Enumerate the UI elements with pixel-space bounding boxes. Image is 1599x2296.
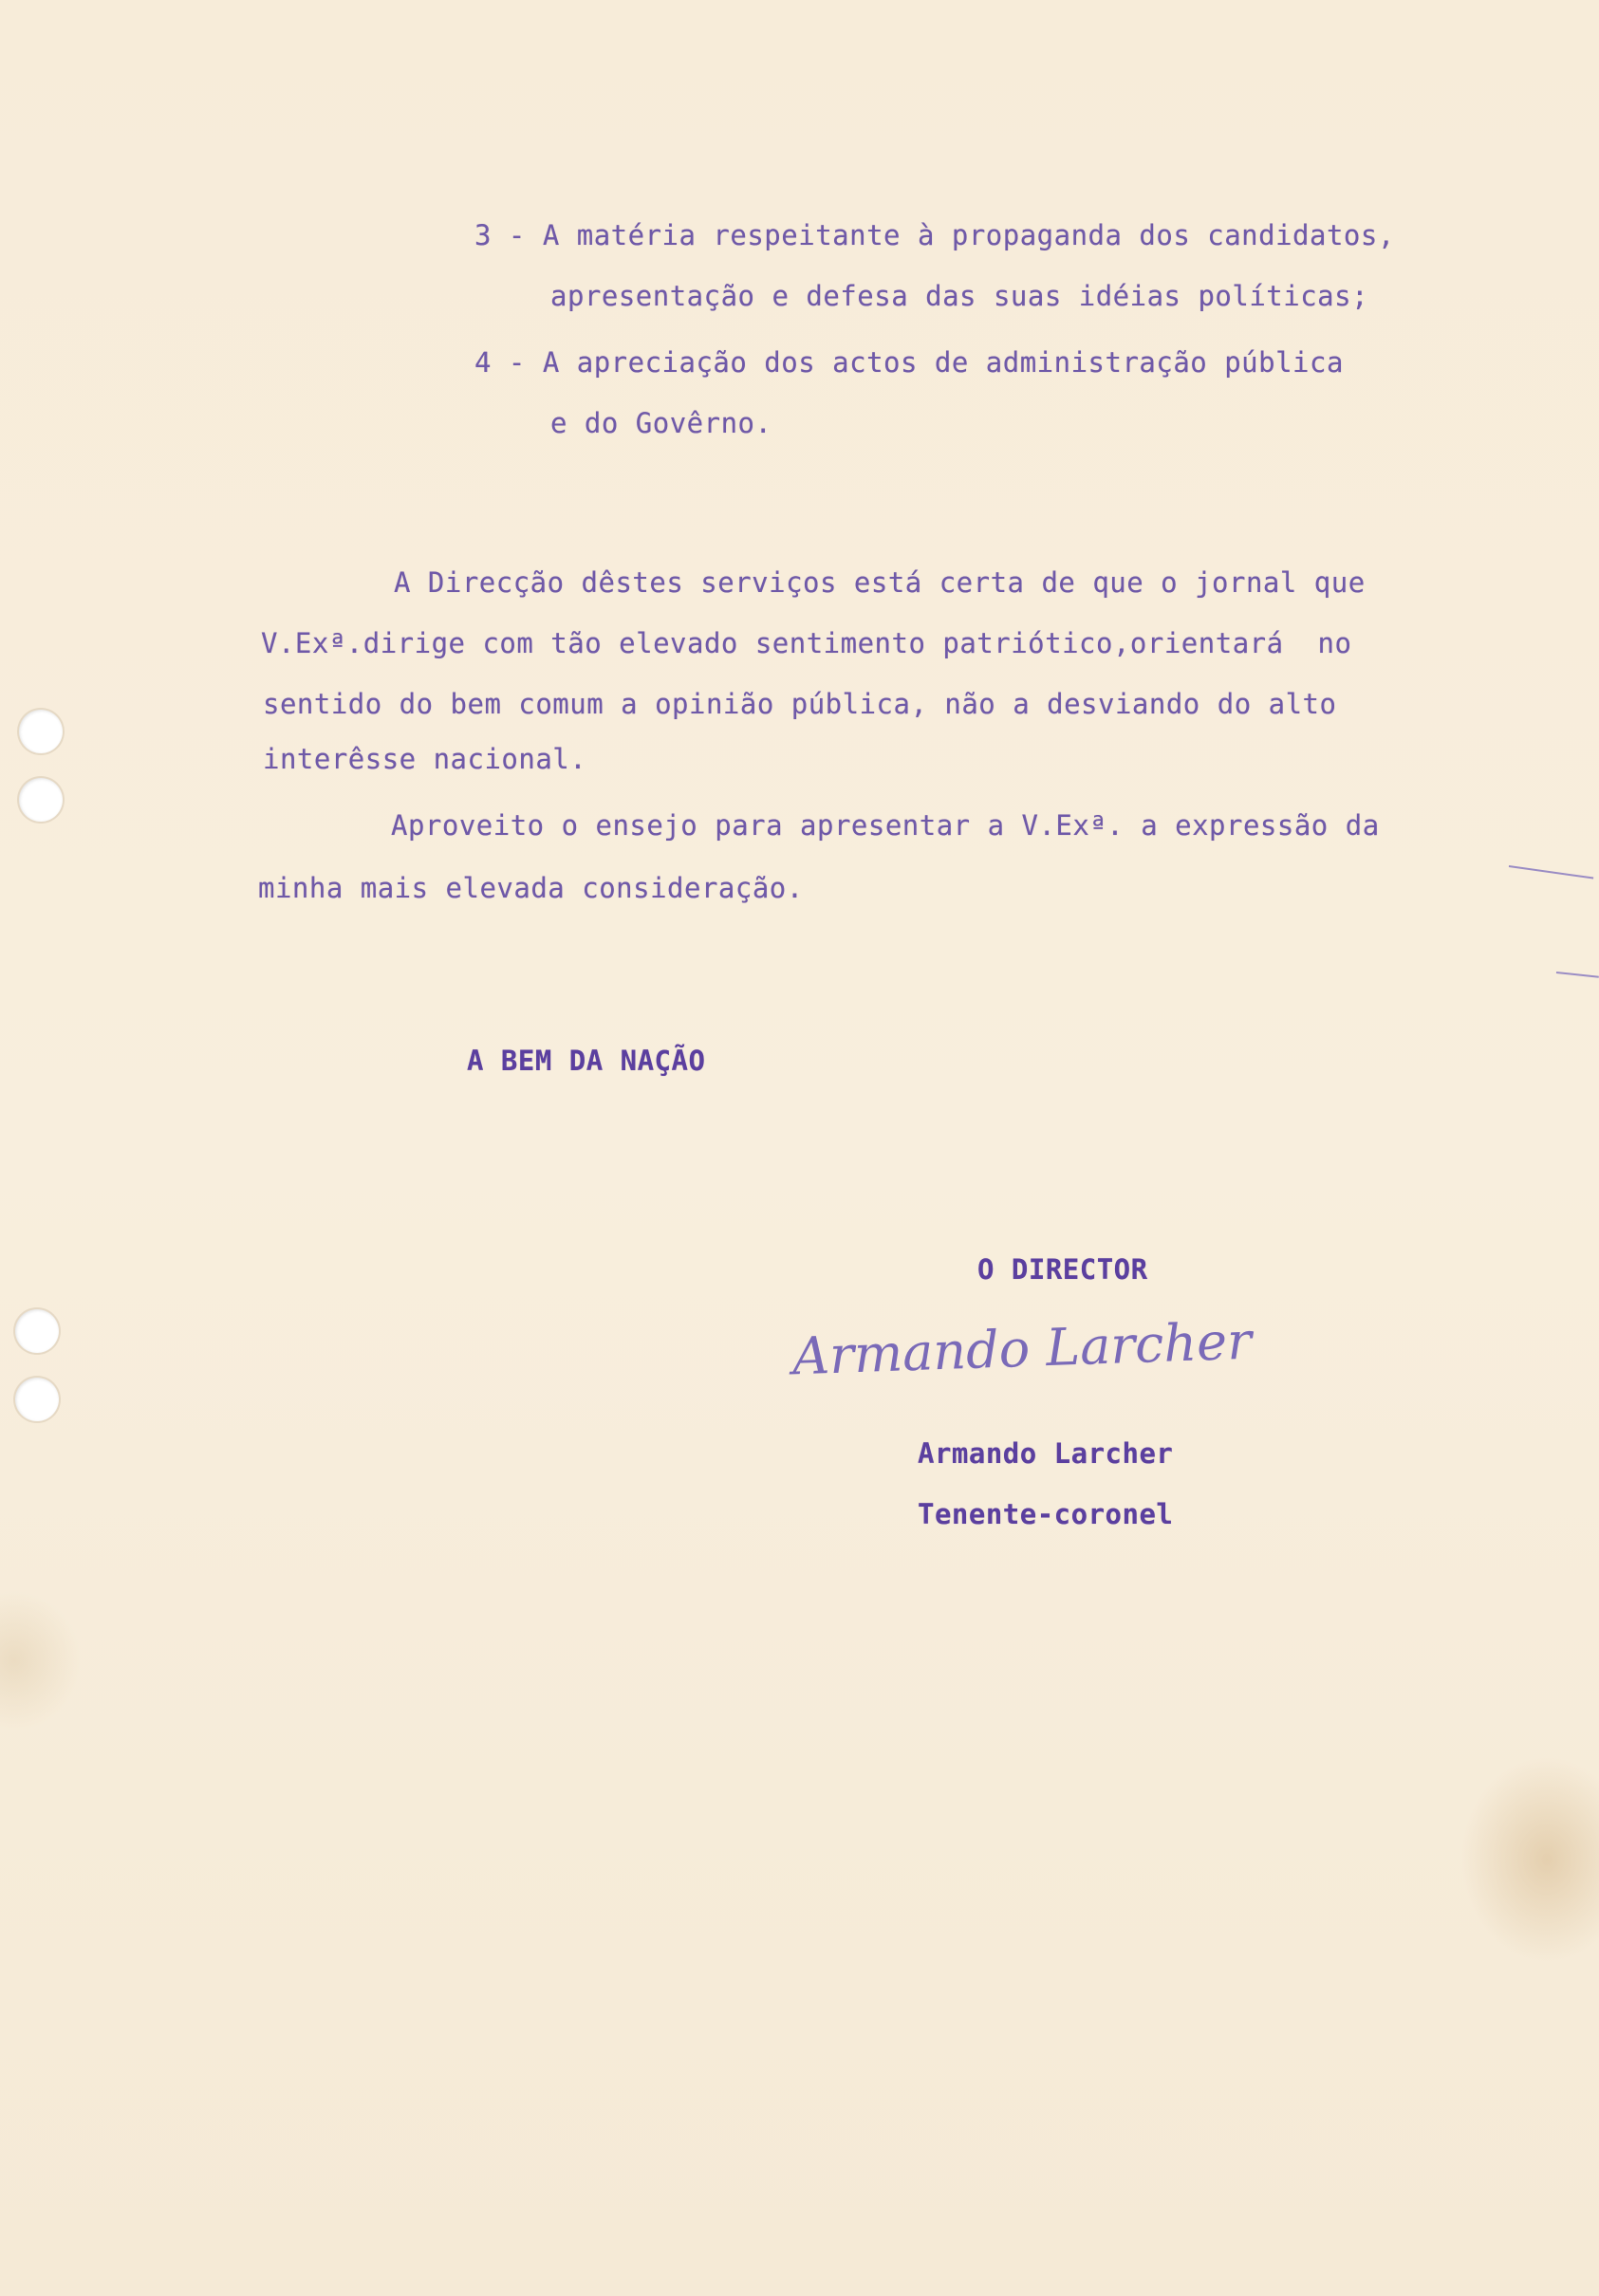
signatory-title: O DIRECTOR xyxy=(977,1253,1148,1286)
signatory-name: Armando Larcher xyxy=(918,1437,1174,1470)
signatory-rank: Tenente-coronel xyxy=(918,1498,1174,1530)
punch-hole xyxy=(19,778,63,822)
ink-streak xyxy=(1509,865,1593,880)
paragraph-1-line-2: V.Exª.dirige com tão elevado sentimento patriótico,orientará no xyxy=(261,627,1352,659)
item-3-line-2: apresentação e defesa das suas idéias políticas; xyxy=(550,280,1369,312)
ink-streak xyxy=(1556,972,1599,978)
paragraph-1-line-1: A Direcção dêstes serviços está certa de que o jornal que xyxy=(394,566,1366,599)
paragraph-2-line-2: minha mais elevada consideração. xyxy=(258,872,804,904)
handwritten-signature: Armando Larcher xyxy=(791,1310,1253,1387)
closing-salutation: A BEM DA NAÇÃO xyxy=(467,1045,706,1077)
punch-hole xyxy=(15,1378,59,1421)
punch-hole xyxy=(19,710,63,753)
paragraph-1-line-3: sentido do bem comum a opinião pública, não a desviando do alto xyxy=(263,688,1337,720)
item-4-line-2: e do Govêrno. xyxy=(550,407,772,439)
punch-hole xyxy=(15,1309,59,1353)
item-4-line-1: 4 - A apreciação dos actos de administração pública xyxy=(474,346,1344,379)
paragraph-2-line-1: Aproveito o ensejo para apresentar a V.Exª. a expressão da xyxy=(391,809,1380,842)
item-3-line-1: 3 - A matéria respeitante à propaganda dos candidatos, xyxy=(474,219,1395,251)
paragraph-1-line-4: interêsse nacional. xyxy=(263,743,587,775)
